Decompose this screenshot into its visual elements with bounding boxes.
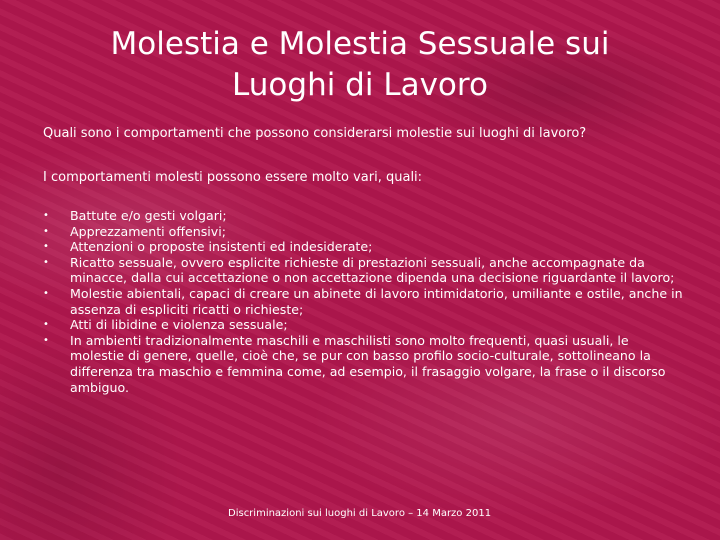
list-item (43, 208, 683, 224)
slide-footer: Discriminazioni sui luoghi di Lavoro – 14 Marzo 2011 (228, 508, 492, 519)
list-item-text: In ambienti tradizionalmente maschili e maschilisti sono molto frequenti, quasi usuali, le molestie di genere, quelle, cioè che, se pur con basso profilo socio-culturale, sottolineano la differenza tra maschio e femmina come, ad esempio, il frasaggio volgare, la frase o il discorso ambiguo. (70, 332, 666, 395)
question-text: Quali sono i comportamenti che possono considerarsi molestie sui luoghi di lavoro? (43, 126, 587, 141)
slide-title (60, 24, 660, 106)
title-line-1: Molestia e Molestia Sessuale sui (110, 26, 610, 62)
list-item (43, 333, 683, 395)
intro-text: I comportamenti molesti possono essere molto vari, quali: (43, 170, 423, 185)
list-item-text: Battute e/o gesti volgari; (70, 208, 227, 223)
bullet-icon: • (43, 319, 49, 331)
title-line-2: Luoghi di Lavoro (232, 67, 488, 103)
list-item-text: Apprezzamenti offensivi; (70, 223, 226, 239)
list-item (43, 239, 683, 255)
list-item (43, 317, 683, 333)
list-item-text: Molestie abientali, capaci di creare un abinete di lavoro intimidatorio, umiliante e ostile, anche in assenza di espliciti ricatti o richieste; (70, 285, 683, 317)
bullet-icon: • (43, 225, 49, 237)
list-item (43, 224, 683, 240)
list-item-text: Attenzioni o proposte insistenti ed indesiderate; (70, 239, 373, 255)
behaviour-list (43, 208, 683, 395)
list-item-text: Atti di libidine e violenza sessuale; (70, 317, 288, 333)
list-item (43, 255, 683, 286)
bullet-icon: • (43, 256, 49, 268)
bullet-icon: • (43, 241, 49, 253)
bullet-icon: • (43, 210, 49, 221)
list-item-text: Ricatto sessuale, ovvero esplicite richieste di prestazioni sessuali, anche accompagnate da minacce, dalla cui accettazione o non accettazione dipenda una decisione riguardante il lavoro; (70, 254, 675, 286)
bullet-icon: • (43, 287, 49, 299)
bullet-icon: • (43, 334, 49, 346)
list-item (43, 286, 683, 317)
